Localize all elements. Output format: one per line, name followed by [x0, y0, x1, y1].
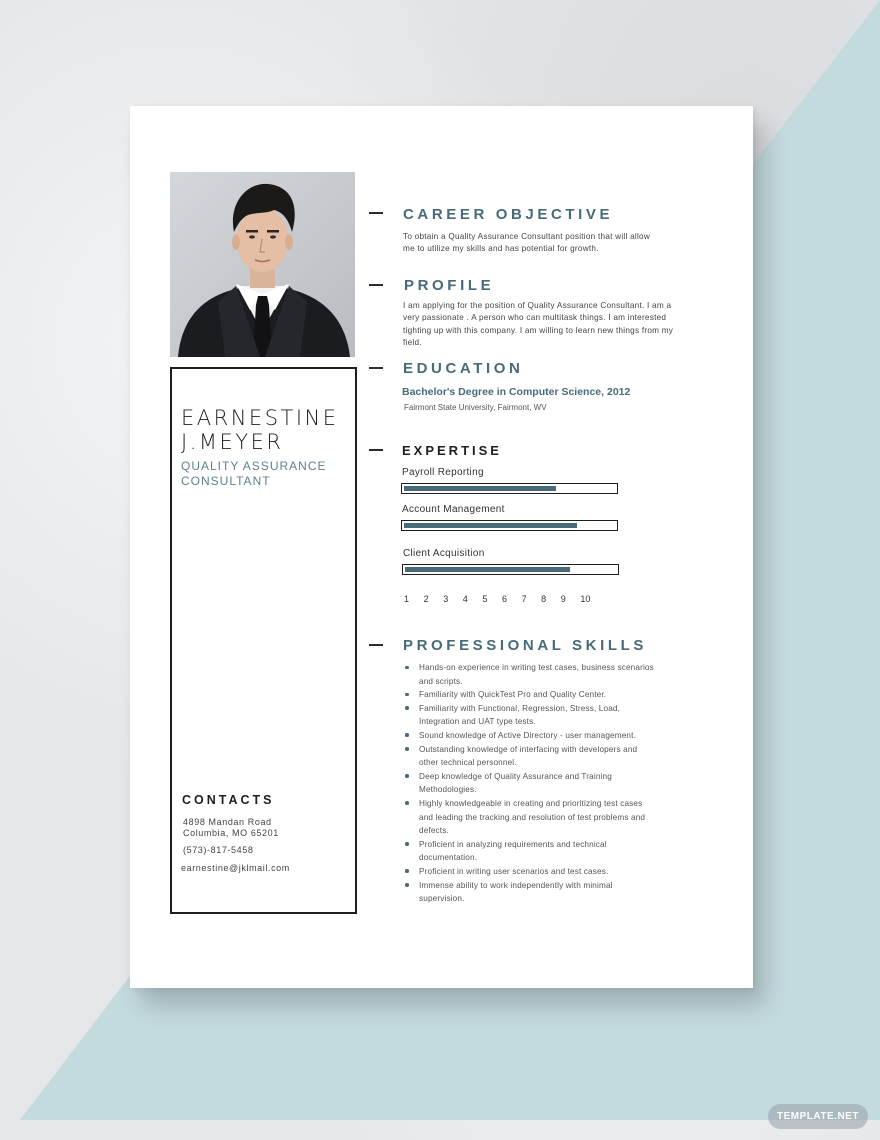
scale-tick: 2 — [423, 594, 429, 604]
profile-heading: PROFILE — [404, 277, 495, 294]
section-dash — [369, 284, 383, 286]
skill-list-item-line: Integration and UAT type tests. — [419, 717, 536, 727]
section-dash — [369, 212, 383, 214]
skill-list-item-line: Proficient in analyzing requirements and technical — [419, 839, 607, 849]
education-school: Fairmont State University, Fairmont, WV — [404, 403, 547, 412]
expertise-bar-fill — [404, 523, 577, 528]
career-objective-line1: To obtain a Quality Assurance Consultant position that will allow — [403, 232, 650, 241]
contact-email: earnestine@jklmail.com — [181, 863, 290, 873]
contact-address-line2: Columbia, MO 65201 — [183, 828, 279, 838]
contacts-heading: CONTACTS — [182, 793, 275, 807]
skill-list-item-line: Immense ability to work independently with minimal — [419, 880, 613, 890]
scale-tick: 3 — [443, 594, 449, 604]
expertise-bar-2 — [401, 520, 618, 531]
candidate-role-line2: CONSULTANT — [181, 474, 271, 488]
skill-list-item — [403, 702, 678, 729]
scale-tick: 5 — [482, 594, 488, 604]
scale-tick: 6 — [501, 594, 507, 604]
profile-line2: very passionate . A person who can multitask things. I am interested — [403, 313, 667, 323]
skill-list-item-line: other technical personnel. — [419, 758, 517, 768]
candidate-name — [181, 406, 351, 454]
skill-list-item — [403, 729, 678, 743]
skill-list-item-line: Highly knowledgeable in creating and prioritizing test cases — [419, 798, 643, 808]
skill-list-item-line: defects. — [419, 826, 449, 836]
candidate-role — [181, 459, 351, 489]
career-objective-line2: me to utilize my skills and has potential for growth. — [403, 244, 599, 254]
skill-list-item — [403, 879, 678, 906]
scale-tick: 7 — [521, 594, 527, 604]
skill-list-item-line: Deep knowledge of Quality Assurance and Training — [419, 771, 612, 781]
expertise-label-3: Client Acquisition — [403, 548, 485, 559]
scale-tick: 10 — [580, 594, 591, 604]
section-dash — [369, 367, 383, 369]
candidate-name-line1: EARNESTINE — [181, 406, 339, 430]
skill-list-item-line: and scripts. — [419, 676, 463, 686]
profile-line4: field. — [403, 337, 422, 347]
expertise-scale — [404, 594, 600, 604]
skill-list-item-line: Outstanding knowledge of interfacing with developers and — [419, 744, 638, 754]
contact-phone: (573)-817-5458 — [183, 845, 254, 855]
expertise-bar-fill — [405, 567, 570, 572]
template-watermark: TEMPLATE.NET — [768, 1104, 868, 1129]
profile-line3: tighting up with this company. I am willing to learn new things from my — [403, 325, 674, 335]
section-dash — [369, 449, 383, 451]
skill-list-item — [403, 770, 678, 797]
skill-list-item — [403, 865, 678, 879]
skill-list-item-line: Proficient in writing user scenarios and test cases. — [419, 866, 609, 876]
skill-list-item-line: Sound knowledge of Active Directory - user management. — [419, 730, 636, 740]
skill-list-item — [403, 838, 678, 865]
career-objective-heading: CAREER OBJECTIVE — [403, 206, 614, 223]
section-dash — [369, 644, 383, 646]
professional-skills-list — [403, 661, 678, 906]
skill-list-item-line: Hands-on experience in writing test cases, business scenarios — [419, 663, 654, 672]
skill-list-item-line: Methodologies. — [419, 785, 477, 795]
skill-list-item-line: Familiarity with QuickTest Pro and Quality Center. — [419, 690, 607, 700]
skill-list-item — [403, 688, 678, 702]
scale-tick: 8 — [541, 594, 547, 604]
contact-address-line1: 4898 Mandan Road — [183, 817, 272, 827]
profile-text — [403, 300, 673, 349]
candidate-name-line2: J.MEYER — [181, 430, 284, 454]
expertise-bar-3 — [402, 564, 619, 575]
scale-tick: 1 — [404, 594, 410, 604]
candidate-role-line1: QUALITY ASSURANCE — [181, 459, 327, 473]
scale-tick: 9 — [560, 594, 566, 604]
expertise-label-2: Account Management — [402, 504, 505, 515]
profile-photo — [170, 172, 355, 357]
skill-list-item — [403, 661, 678, 688]
skill-list-item — [403, 797, 678, 838]
expertise-heading: EXPERTISE — [402, 443, 502, 458]
professional-skills-heading: PROFESSIONAL SKILLS — [403, 637, 647, 654]
skill-list-item — [403, 743, 678, 770]
skill-list-item-line: documentation. — [419, 853, 478, 863]
skill-list-item-line: Familiarity with Functional, Regression, Stress, Load, — [419, 703, 621, 713]
skill-list-item-line: supervision. — [419, 894, 465, 904]
career-objective-text — [403, 231, 650, 256]
education-degree: Bachelor's Degree in Computer Science, 2012 — [402, 386, 631, 398]
expertise-bar-1 — [401, 483, 618, 494]
skill-list-item-line: and leading the tracking and resolution of test problems and — [419, 812, 646, 822]
scale-tick: 4 — [462, 594, 468, 604]
expertise-bar-fill — [404, 486, 556, 491]
education-heading: EDUCATION — [403, 360, 524, 377]
expertise-label-1: Payroll Reporting — [402, 467, 484, 478]
profile-line1: I am applying for the position of Quality Assurance Consultant. I am a — [403, 301, 672, 310]
